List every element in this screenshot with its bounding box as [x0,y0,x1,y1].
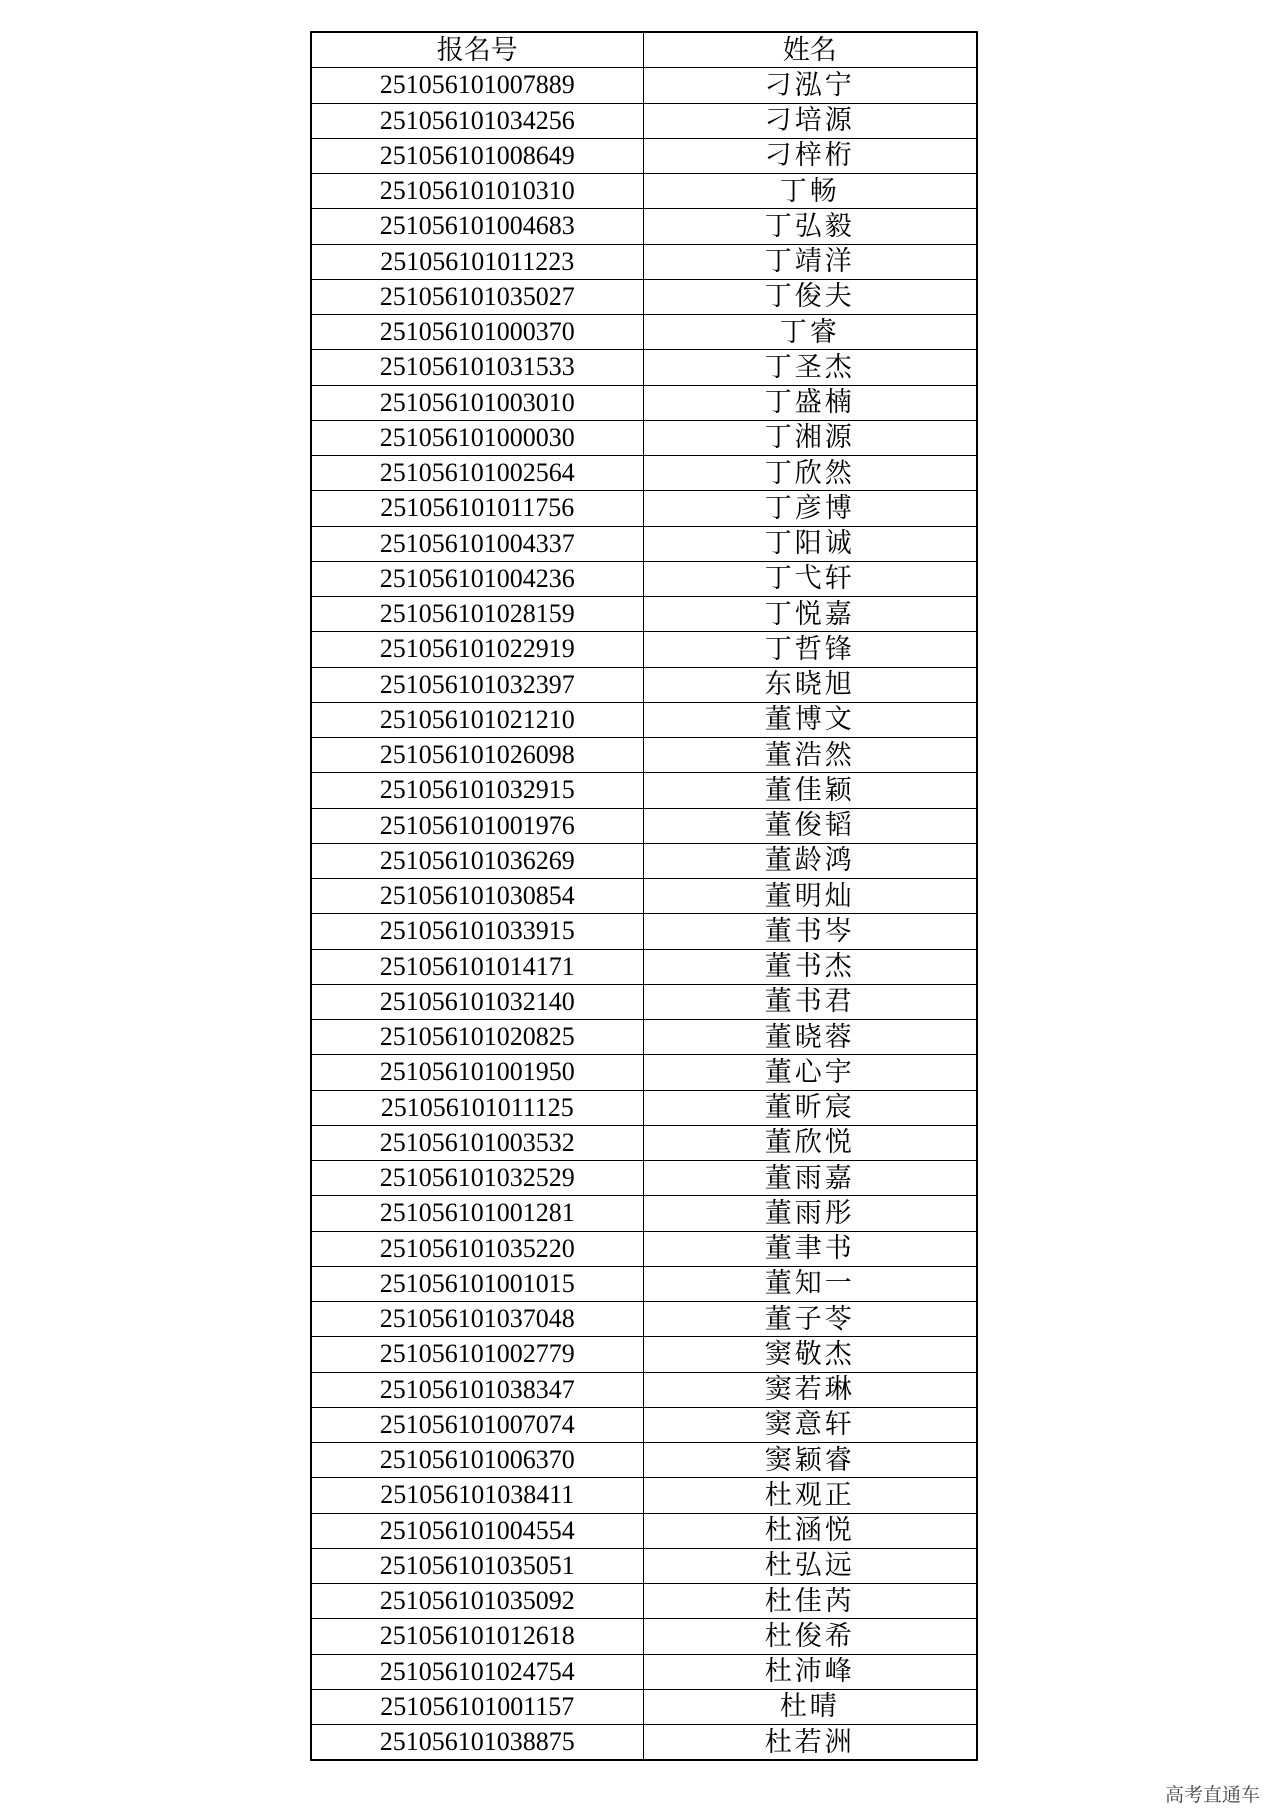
table-row [311,808,977,843]
name-cell: 杜佳芮 [643,1584,977,1619]
table-row [311,456,977,491]
registration-number-cell: 251056101021210 [311,702,643,737]
table-row [311,1337,977,1372]
name-cell: 董晓蓉 [643,1020,977,1055]
registration-number-cell: 251056101035092 [311,1584,643,1619]
registration-number-cell: 251056101033915 [311,914,643,949]
registration-table [310,31,978,1761]
registration-number-cell: 251056101026098 [311,738,643,773]
registration-number-cell: 251056101011223 [311,244,643,279]
name-cell: 杜晴 [643,1689,977,1724]
name-cell: 董博文 [643,702,977,737]
table-row [311,773,977,808]
name-cell: 窦意轩 [643,1407,977,1442]
registration-number-cell: 251056101038411 [311,1478,643,1513]
column-header-name: 姓名 [643,32,977,68]
name-cell: 窦颖睿 [643,1443,977,1478]
name-cell: 董心宇 [643,1055,977,1090]
registration-number-cell: 251056101004236 [311,561,643,596]
registration-number-cell: 251056101008649 [311,138,643,173]
name-cell: 杜弘远 [643,1548,977,1583]
name-cell: 丁俊夫 [643,279,977,314]
registration-number-cell: 251056101011756 [311,491,643,526]
registration-number-cell: 251056101000370 [311,315,643,350]
table-row [311,1513,977,1548]
registration-number-cell: 251056101030854 [311,879,643,914]
registration-number-cell: 251056101037048 [311,1302,643,1337]
table-header-row [311,32,977,68]
table-row [311,1055,977,1090]
name-cell: 丁弋轩 [643,561,977,596]
registration-number-cell: 251056101024754 [311,1654,643,1689]
registration-number-cell: 251056101001281 [311,1196,643,1231]
table-row [311,420,977,455]
table-row [311,103,977,138]
name-cell: 董子苓 [643,1302,977,1337]
name-cell: 董浩然 [643,738,977,773]
registration-number-cell: 251056101034256 [311,103,643,138]
table-row [311,1125,977,1160]
registration-number-cell: 251056101032529 [311,1161,643,1196]
table-row [311,561,977,596]
name-cell: 杜沛峰 [643,1654,977,1689]
watermark: 高考直通车 [1164,1784,1260,1806]
registration-number-cell: 251056101032140 [311,984,643,1019]
table-row [311,1478,977,1513]
registration-number-cell: 251056101002779 [311,1337,643,1372]
table-row [311,385,977,420]
name-cell: 董明灿 [643,879,977,914]
table-row [311,1443,977,1478]
table-row [311,1302,977,1337]
table-row [311,1196,977,1231]
table-row [311,1584,977,1619]
table-row [311,1619,977,1654]
name-cell: 窦若琳 [643,1372,977,1407]
name-cell: 董俊韬 [643,808,977,843]
registration-number-cell: 251056101003532 [311,1125,643,1160]
name-cell: 丁湘源 [643,420,977,455]
name-cell: 刁培源 [643,103,977,138]
table-row [311,1725,977,1761]
table-row [311,738,977,773]
registration-number-cell: 251056101036269 [311,843,643,878]
name-cell: 董书岑 [643,914,977,949]
table-row [311,526,977,561]
name-cell: 丁靖洋 [643,244,977,279]
table-row [311,914,977,949]
name-cell: 董昕宸 [643,1090,977,1125]
name-cell: 丁阳诚 [643,526,977,561]
table-row [311,209,977,244]
name-cell: 丁盛楠 [643,385,977,420]
registration-number-cell: 251056101001015 [311,1266,643,1301]
name-cell: 董欣悦 [643,1125,977,1160]
name-cell: 丁欣然 [643,456,977,491]
name-cell: 董龄鸿 [643,843,977,878]
table-row [311,702,977,737]
registration-number-cell: 251056101011125 [311,1090,643,1125]
name-cell: 丁哲锋 [643,632,977,667]
registration-number-cell: 251056101003010 [311,385,643,420]
table-row [311,68,977,103]
registration-number-cell: 251056101038875 [311,1725,643,1761]
table-row [311,667,977,702]
registration-number-cell: 251056101022919 [311,632,643,667]
name-cell: 丁圣杰 [643,350,977,385]
registration-number-cell: 251056101001950 [311,1055,643,1090]
registration-number-cell: 251056101035027 [311,279,643,314]
name-cell: 杜观正 [643,1478,977,1513]
table-row [311,315,977,350]
name-cell: 刁梓桁 [643,138,977,173]
column-header-registration-number: 报名号 [311,32,643,68]
name-cell: 刁泓宁 [643,68,977,103]
table-row [311,843,977,878]
name-cell: 董雨彤 [643,1196,977,1231]
table-row [311,1266,977,1301]
registration-number-cell: 251056101004554 [311,1513,643,1548]
name-cell: 董佳颖 [643,773,977,808]
registration-number-cell: 251056101007074 [311,1407,643,1442]
name-cell: 董雨嘉 [643,1161,977,1196]
registration-number-cell: 251056101031533 [311,350,643,385]
table-row [311,984,977,1019]
registration-number-cell: 251056101035220 [311,1231,643,1266]
registration-number-cell: 251056101001157 [311,1689,643,1724]
table-row [311,879,977,914]
name-cell: 丁彦博 [643,491,977,526]
registration-number-cell: 251056101000030 [311,420,643,455]
table-row [311,1407,977,1442]
table-row [311,1654,977,1689]
name-cell: 丁畅 [643,174,977,209]
table-row [311,244,977,279]
table-row [311,1689,977,1724]
name-cell: 杜俊希 [643,1619,977,1654]
name-cell: 东晓旭 [643,667,977,702]
registration-number-cell: 251056101028159 [311,597,643,632]
table-row [311,1548,977,1583]
table-row [311,138,977,173]
table-row [311,1161,977,1196]
table-row [311,350,977,385]
name-cell: 董书君 [643,984,977,1019]
table-row [311,491,977,526]
table-row [311,174,977,209]
table-row [311,279,977,314]
table-row [311,1090,977,1125]
registration-number-cell: 251056101010310 [311,174,643,209]
registration-number-cell: 251056101007889 [311,68,643,103]
registration-number-cell: 251056101032397 [311,667,643,702]
name-cell: 董书杰 [643,949,977,984]
name-cell: 丁睿 [643,315,977,350]
name-cell: 窦敬杰 [643,1337,977,1372]
registration-number-cell: 251056101004337 [311,526,643,561]
name-cell: 杜涵悦 [643,1513,977,1548]
table-row [311,1231,977,1266]
table-row [311,1020,977,1055]
registration-number-cell: 251056101020825 [311,1020,643,1055]
name-cell: 丁悦嘉 [643,597,977,632]
table-row [311,632,977,667]
table-row [311,597,977,632]
table-body [311,68,977,1761]
table-row [311,949,977,984]
name-cell: 杜若洲 [643,1725,977,1761]
name-cell: 董聿书 [643,1231,977,1266]
registration-number-cell: 251056101006370 [311,1443,643,1478]
registration-number-cell: 251056101004683 [311,209,643,244]
registration-number-cell: 251056101012618 [311,1619,643,1654]
registration-number-cell: 251056101014171 [311,949,643,984]
name-cell: 丁弘毅 [643,209,977,244]
registration-number-cell: 251056101038347 [311,1372,643,1407]
registration-number-cell: 251056101035051 [311,1548,643,1583]
name-cell: 董知一 [643,1266,977,1301]
registration-number-cell: 251056101002564 [311,456,643,491]
table-row [311,1372,977,1407]
registration-number-cell: 251056101032915 [311,773,643,808]
registration-number-cell: 251056101001976 [311,808,643,843]
